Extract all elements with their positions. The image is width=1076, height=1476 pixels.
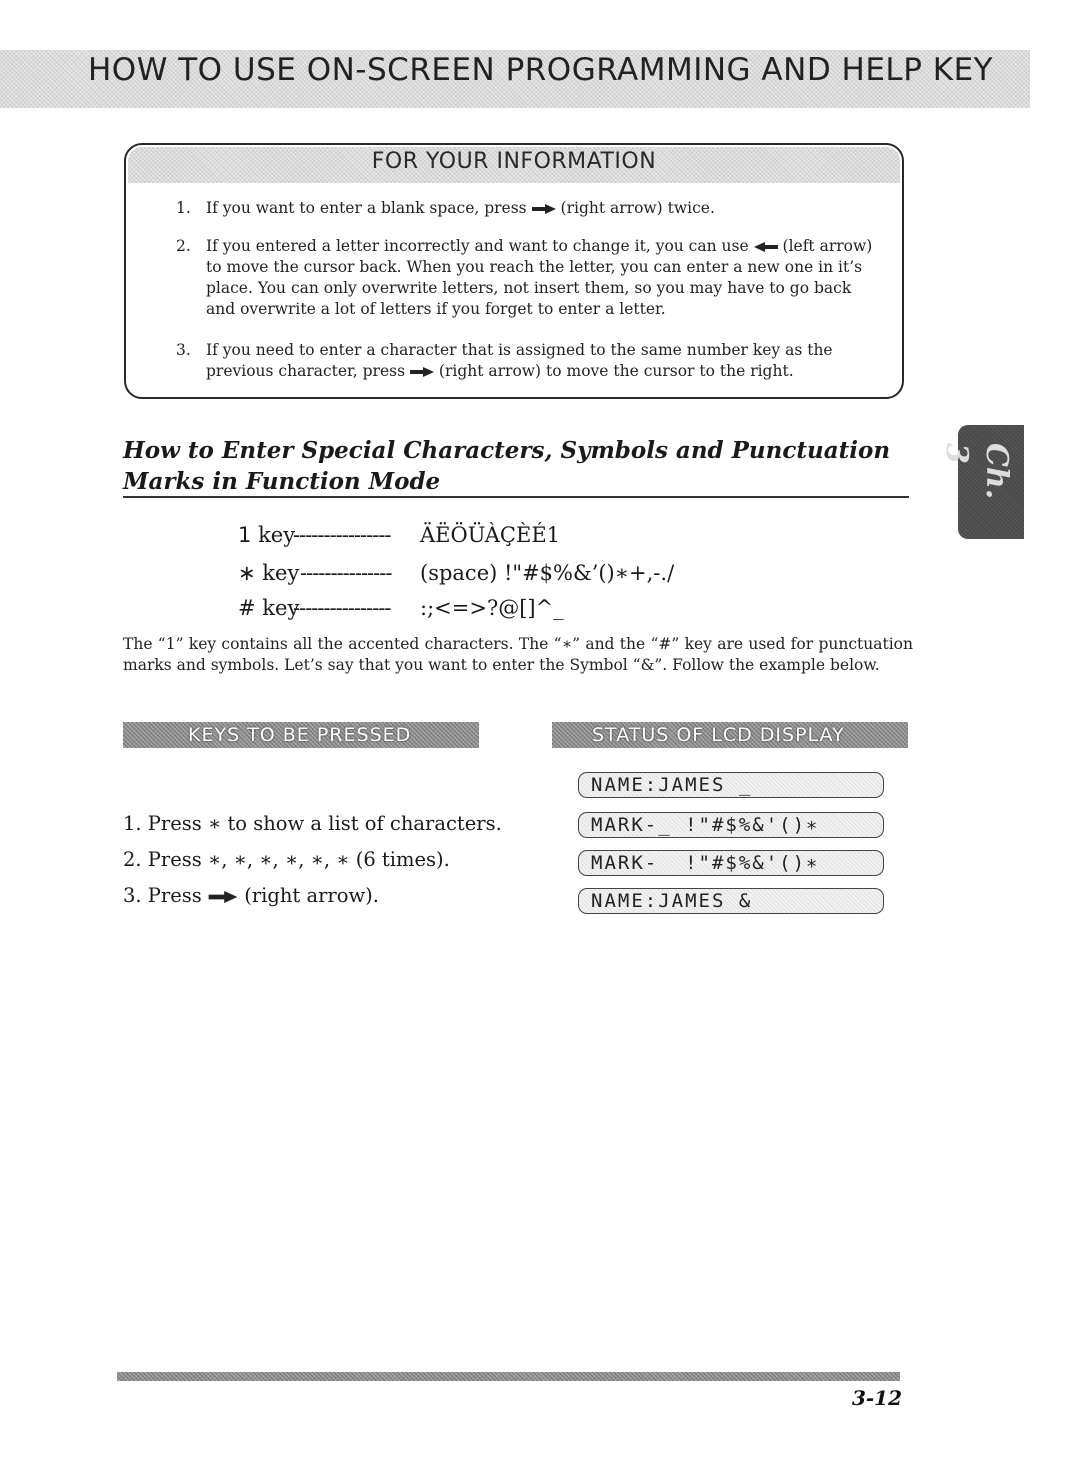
keys-header-label: KEYS TO BE PRESSED: [188, 724, 412, 746]
chapter-tab: [939, 425, 1024, 539]
section-title-line: How to Enter Special Characters, Symbols and Punctuation: [123, 437, 891, 464]
key-symbol: #: [238, 596, 256, 620]
info-box-title: FOR YOUR INFORMATION: [371, 149, 657, 174]
info-item-text: If you want to enter a blank space, press: [206, 199, 527, 217]
section-title: [123, 435, 923, 497]
info-item-text: (right arrow) twice.: [560, 199, 715, 217]
keys-to-be-pressed-header: [123, 722, 479, 748]
right-arrow-key-icon: [208, 891, 238, 903]
key-leader: ----------------: [293, 596, 391, 620]
info-box: [124, 143, 904, 399]
key-characters: :;<=>?@[]^_: [420, 596, 564, 620]
key-word: key: [262, 596, 300, 620]
key-symbol: ∗: [238, 561, 256, 585]
footer-bar: [117, 1372, 900, 1381]
lcd-status-header: [552, 722, 908, 748]
info-item-text: (left arrow) to move the cursor back. When you reach the letter, you can enter a new one in it’s place. You can only overwrite letters, not insert them, so you may have to go back and overwrite a lot of letters if you forget to enter a letter.: [206, 237, 873, 318]
key-characters: ÄËÖÜÀÇÈÉ1: [420, 523, 561, 547]
lcd-display-line: NAME:JAMES &: [578, 888, 884, 914]
lcd-display-line: MARK- !"#$%&'()∗: [578, 850, 884, 876]
info-item-text: If you entered a letter incorrectly and want to change it, you can use: [206, 237, 749, 255]
right-arrow-key-icon: [532, 204, 556, 214]
page-title: HOW TO USE ON-SCREEN PROGRAMMING AND HELP KEY: [88, 52, 994, 88]
right-arrow-key-icon: [410, 367, 434, 377]
left-arrow-key-icon: [754, 242, 778, 252]
section-divider: [123, 496, 909, 498]
step-text: 2. Press ∗, ∗, ∗, ∗, ∗, ∗ (6 times).: [123, 848, 450, 871]
key-leader: ----------------: [293, 523, 391, 547]
key-word: key: [262, 561, 300, 585]
page-number: 3-12: [851, 1386, 902, 1410]
step-text: (right arrow).: [244, 884, 379, 907]
info-item-number: 1.: [176, 199, 191, 217]
key-characters: (space) !"#$%&’()∗+,-./: [420, 561, 675, 585]
key-leader: ---------------: [300, 561, 392, 585]
lcd-display-line: MARK-_ !"#$%&'()∗: [578, 812, 884, 838]
info-item-number: 3.: [176, 341, 191, 359]
chapter-tab-label: Ch. 3: [939, 443, 1014, 500]
info-item-text: If you need to enter a character that is assigned to the same number key as the previous character, press: [206, 341, 833, 380]
status-header-label: STATUS OF LCD DISPLAY: [592, 724, 845, 746]
info-item-number: 2.: [176, 237, 191, 255]
key-symbol: 1: [238, 523, 252, 547]
lcd-display-line: NAME:JAMES _: [578, 772, 884, 798]
info-item-text: (right arrow) to move the cursor to the right.: [438, 362, 794, 380]
step-text: 3. Press: [123, 884, 202, 907]
step-item: [123, 847, 450, 873]
step-item: [123, 883, 379, 909]
key-word: key: [258, 523, 296, 547]
step-item: [123, 811, 502, 837]
section-title-line: Marks in Function Mode: [123, 468, 441, 495]
explanation-paragraph: The “1” key contains all the accented characters. The “∗” and the “#” key are used for punctuation marks and symbols. Let’s say that you want to enter the Symbol “&”. Follow the example below.: [123, 635, 913, 674]
step-text: 1. Press ∗ to show a list of characters.: [123, 812, 502, 835]
